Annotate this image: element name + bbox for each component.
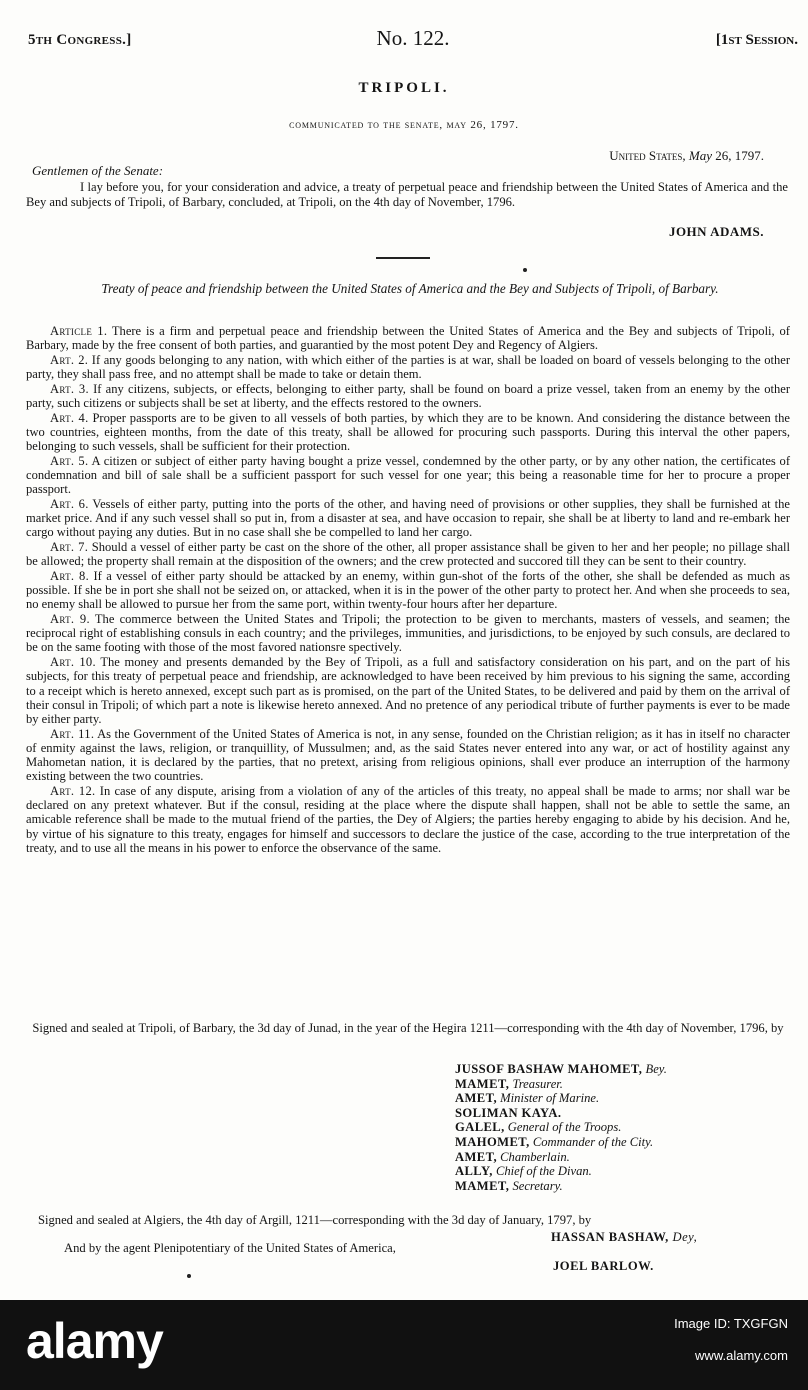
signatory (455, 1062, 667, 1077)
signatory-title: Secretary. (512, 1178, 563, 1193)
signatory-name: AMET, (455, 1149, 497, 1164)
signatory (455, 1091, 667, 1106)
article-number: Art. 10. (50, 655, 96, 670)
print-speck (523, 268, 527, 272)
site-url: www.alamy.com (695, 1348, 788, 1363)
signatory-title: Treasurer. (512, 1076, 563, 1091)
treaty-article (26, 382, 790, 410)
communicated-line: communicated to the senate, may 26, 1797. (289, 119, 519, 131)
article-number: Art. 7. (50, 540, 89, 555)
treaty-article (26, 324, 790, 352)
signatory-name: GALEL, (455, 1120, 505, 1135)
signatory-title: Chief of the Divan. (495, 1164, 592, 1179)
agent-line: And by the agent Plenipotentiary of the United States of America, (64, 1241, 396, 1255)
article-text: In case of any dispute, arising from a violation of any of the articles of this treaty, no appeal shall be made to arms; nor shall war be declared on any pretext whatever. But if the consul, residing at the place where the dispute shall happen, shall not be able to settle the same, an amicable reference shall be made to the mutual friend of the parties, the Dey of Algiers; the parties hereby engaging to abide by his decision. And he, by virtue of his signature to this treaty, engages for himself and successors to declare the justice of the case, according to the true interpretation of the treaty, and to use all the means in his power to enforce the observance of the same. (26, 784, 790, 855)
article-text: Vessels of either party, putting into the ports of the other, and having need of provisions or other supplies, they shall be furnished at the market price. And if any such vessel shall so put in, from a disaster at sea, and have occasion to repair, she shall be at liberty to land and re-embark her cargo without paying any duties. But in no case shall she be compelled to land her cargo. (26, 496, 790, 540)
article-text: If any citizens, subjects, or effects, belonging to either party, shall be found on board a prize vessel, taken from an enemy by the other party, such citizens or subjects shall be set at liberty, and the effects restored to the owners. (26, 381, 790, 411)
article-text: If any goods belonging to any nation, with which either of the parties is at war, shall be loaded on board of vessels belonging to the other party, they shall pass free, and no attempt shall be made to take or detain them. (26, 352, 791, 382)
document-title: TRIPOLI. (358, 80, 450, 96)
president-signature: JOHN ADAMS. (668, 224, 764, 239)
running-header (28, 26, 798, 54)
document-number: No. 122. (376, 26, 450, 50)
signatory (455, 1077, 667, 1092)
signed-tripoli-line: Signed and sealed at Tripoli, of Barbary, the 3d day of Junad, in the year of the Hegira 1211—corresponding with the 4th day of November, 1796, by (32, 1021, 784, 1035)
signatory-name: ALLY, (455, 1164, 493, 1179)
signatory (455, 1164, 667, 1179)
signatory-name: JUSSOF BASHAW MAHOMET, (455, 1062, 643, 1076)
article-text: Should a vessel of either party be cast on the shore of the other, all proper assistance shall be given to her and her people; no pillage shall be allowed; the property shall remain at the disposition of the owners; and the crew protected and succored till they can be sent to their country. (26, 540, 790, 569)
article-number: Art. 3. (50, 381, 89, 396)
congress-label: 5th Congress.] (28, 32, 132, 48)
treaty-article (26, 353, 790, 381)
section-divider (376, 257, 430, 259)
signatory-name: MAMET, (455, 1076, 510, 1091)
watermark-footer (0, 1300, 808, 1390)
signatory-name: AMET, (455, 1091, 497, 1106)
treaty-article (26, 727, 790, 784)
letter-date: United States, May 26, 1797. (609, 148, 764, 163)
signatory (455, 1106, 667, 1121)
signatory-name: MAHOMET, (455, 1134, 530, 1149)
salutation: Gentlemen of the Senate: (32, 163, 164, 178)
signatory (455, 1150, 667, 1165)
signatory-title: Bey. (645, 1062, 667, 1076)
signatory (455, 1179, 667, 1194)
article-number: Art. 11. (50, 726, 95, 741)
treaty-article (26, 784, 790, 855)
treaty-article (26, 655, 790, 726)
treaty-article (26, 497, 790, 540)
treaty-article (26, 612, 790, 655)
article-number: Art. 12. (50, 784, 96, 798)
article-text: A citizen or subject of either party having bought a prize vessel, condemned by the other party, or by any other nation, the certificates of condemnation and bill of sale shall be a sufficient passport for such vessel for one year; this being a reasonable time for her to procure a proper passport. (26, 453, 790, 497)
signatory (455, 1120, 667, 1135)
signatory-name: MAMET, (455, 1178, 510, 1193)
article-number: Article 1. (50, 324, 108, 338)
treaty-article (26, 540, 790, 568)
article-text: If a vessel of either party should be attacked by an enemy, within gun-shot of the forts of the other, she shall be defended as much as possible. If she be in port she shall not be seized on, or attacked, when it is in the power of the other party to protect her. And when she proceeds to sea, no enemy shall be allowed to pursue her from the same port, within twenty-four hours after her departure. (26, 568, 791, 612)
treaty-article (26, 569, 790, 612)
articles-section (26, 324, 790, 856)
article-text: The commerce between the United States and Tripoli; the protection to be given to merchants, masters of vessels, and seamen; the reciprocal right of establishing consuls in each country; and the privileges, immunities, and jurisdictions, to be enjoyed by such consuls, are declared to be on the same footing with those of the most favored nationsre spectively. (26, 612, 790, 655)
article-text: The money and presents demanded by the Bey of Tripoli, as a full and satisfactory consideration on his part, and on the part of his subjects, for this treaty of perpetual peace and friendship, are acknowledged to have been received by him previous to his signing the same, according to a receipt which is hereto annexed, except such part as is promised, on the part of the United States, to be delivered and paid by them on the arrival of their consul in Tripoli; of which part a note is likewise hereto annexed. And no pretence of any periodical tribute of further payments is ever to be made by either party. (26, 655, 790, 726)
article-number: Art. 4. (50, 410, 89, 425)
article-number: Art. 8. (50, 568, 90, 583)
signatories-list (455, 1062, 667, 1193)
alamy-logo: alamy (26, 1313, 163, 1369)
article-number: Art. 2. (50, 352, 89, 367)
signatory-title: Minister of Marine. (500, 1091, 600, 1106)
treaty-title: Treaty of peace and friendship between the United States of America and the Bey and Subjects of Tripoli, of Barbary. (101, 281, 719, 296)
print-speck (187, 1274, 191, 1278)
session-label: [1st Session. (715, 32, 798, 48)
signatory-title: General of the Troops. (507, 1120, 622, 1135)
article-number: Art. 5. (50, 453, 89, 468)
barlow-signature: JOEL BARLOW. (553, 1259, 654, 1273)
signed-algiers-line: Signed and sealed at Algiers, the 4th day of Argill, 1211—corresponding with the 3d day of January, 1797, by (38, 1213, 592, 1227)
signatory-title: Chamberlain. (500, 1149, 570, 1164)
article-text: As the Government of the United States of America is not, in any sense, founded on the Christian religion; as it has in itself no character of enmity against the laws, religion, or tranquillity, of Mussulmen; and, as the said States never entered into any war, or act of hostility against any Mahometan nation, it is declared by the parties, that no pretext, arising from religious opinions, shall ever produce an interruption of the harmony existing between the two countries. (26, 726, 790, 784)
intro-paragraph: I lay before you, for your consideration and advice, a treaty of perpetual peace and friendship between the United States of America and the Bey and subjects of Tripoli, of Barbary, concluded, at Tripoli, on the 4th day of November, 1796. (26, 180, 788, 209)
article-number: Art. 6. (50, 496, 89, 511)
signatory-name: SOLIMAN KAYA. (455, 1105, 562, 1120)
article-text: Proper passports are to be given to all vessels of both parties, by which they are to be known. And considering the distance between the two countries, eighteen months, from the date of this treaty, shall be allowed for procuring such passports. During this interval the other papers, belonging to such vessels, shall be sufficient for their protection. (26, 410, 790, 454)
signatory (455, 1135, 667, 1150)
signatory-title: Commander of the City. (532, 1134, 654, 1149)
treaty-article (26, 411, 790, 454)
hassan-signature: HASSAN BASHAW, Dey, (551, 1230, 698, 1244)
article-text: There is a firm and perpetual peace and friendship between the United States of America and the Bey and subjects of Tripoli, of Barbary, made by the free consent of both parties, and guarantied by the most potent Dey and Regency of Algiers. (26, 324, 790, 353)
image-id: Image ID: TXGFGN (674, 1316, 788, 1331)
article-number: Art. 9. (50, 612, 90, 627)
treaty-article (26, 454, 790, 497)
